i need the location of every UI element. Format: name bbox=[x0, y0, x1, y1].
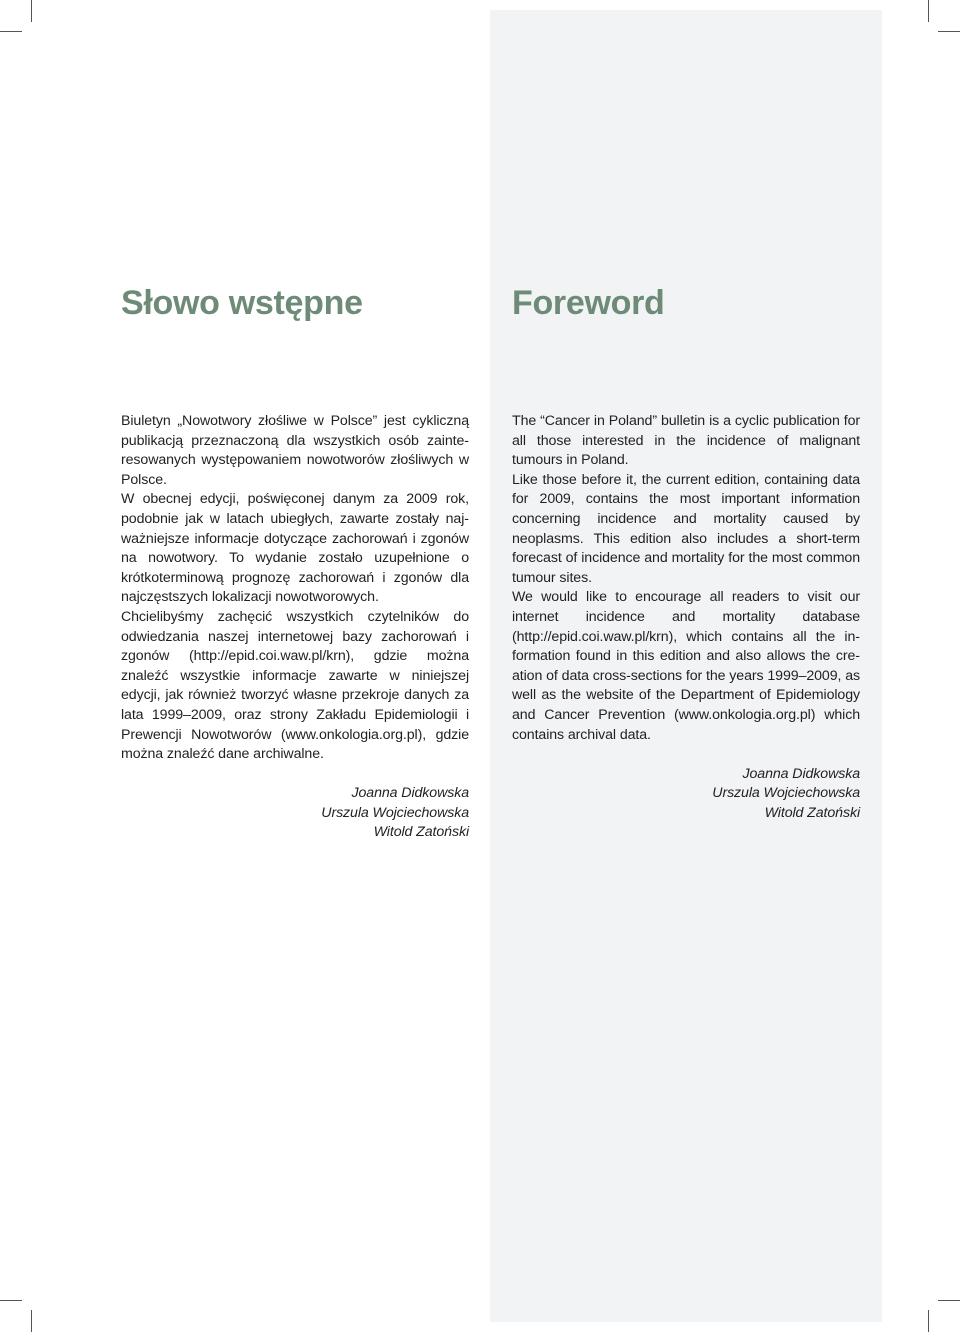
polish-title: Słowo wstępne bbox=[121, 284, 363, 322]
english-paragraph-2: Like those before it, the current edition, containing data for 2009, contains the most important information concerning incidence and mortality caused by neoplasms. This edition also includes a short-term forecast of incidence and mortality for the most common tumour sites. bbox=[512, 471, 860, 586]
polish-column bbox=[121, 412, 469, 843]
crop-mark bbox=[928, 0, 929, 22]
polish-signatures bbox=[121, 784, 469, 843]
signature-name: Joanna Didkowska bbox=[351, 785, 469, 802]
signature-name: Urszula Wojciechowska bbox=[712, 785, 860, 802]
english-title: Foreword bbox=[512, 284, 665, 322]
crop-mark bbox=[938, 1300, 960, 1301]
polish-paragraph-1: Biuletyn „Nowotwory złośliwe w Polsce” jest cykliczną publikacją przeznaczoną dla wszystkich osób zainteresowanych występowaniem nowotworów złośliwych w Polsce. bbox=[121, 413, 469, 488]
crop-mark bbox=[31, 0, 32, 22]
signature-name: Joanna Didkowska bbox=[742, 765, 860, 782]
crop-mark bbox=[0, 1300, 22, 1301]
crop-mark bbox=[938, 31, 960, 32]
english-signatures bbox=[512, 765, 860, 824]
crop-mark bbox=[31, 1310, 32, 1332]
polish-paragraph-2: W obecnej edycji, poświęconej danym za 2009 rok, podobnie jak w latach ubiegłych, zawarte zostały najważniejsze informacje dotyczące zachorowań i zgonów na nowotwory. To wydanie zostało uzupełnione o krótkoterminową prognozę zachorowań i zgonów dla najczęstszych lokalizacji nowotworowych. bbox=[121, 491, 469, 606]
english-paragraph-3: We would like to encourage all readers to visit our internet incidence and mortality database (http://epid.coi.waw.pl/krn), which contains all the information found in this edition and also allows the creation of data cross-sections for the years 1999–2009, as well as the website of the Department of Epidemiology and Cancer Prevention (www.onkologia.org.pl) which contains archival data. bbox=[512, 589, 860, 743]
signature-name: Urszula Wojciechowska bbox=[321, 804, 469, 821]
polish-paragraph-3: Chcielibyśmy zachęcić wszystkich czytelników do odwiedzania naszej internetowej bazy zachorowań i zgonów (http://epid.coi.waw.pl/krn), gdzie można znaleźć wszystkie informacje zawarte w niniejszej edycji, jak również tworzyć własne przekroje danych za lata 1999–2009, oraz strony Zakładu Epidemiologii i Prewencji Nowotworów (www.onkologia.org.pl), gdzie można znaleźć dane archiwalne. bbox=[121, 608, 469, 763]
english-column bbox=[512, 412, 860, 823]
signature-name: Witold Zatoński bbox=[373, 824, 469, 841]
crop-mark bbox=[928, 1310, 929, 1332]
crop-mark bbox=[0, 31, 22, 32]
signature-name: Witold Zatoński bbox=[764, 804, 860, 821]
english-paragraph-1: The “Cancer in Poland” bulletin is a cyclic publication for all those interested in the incidence of malignant tumours in Poland. bbox=[512, 413, 860, 469]
